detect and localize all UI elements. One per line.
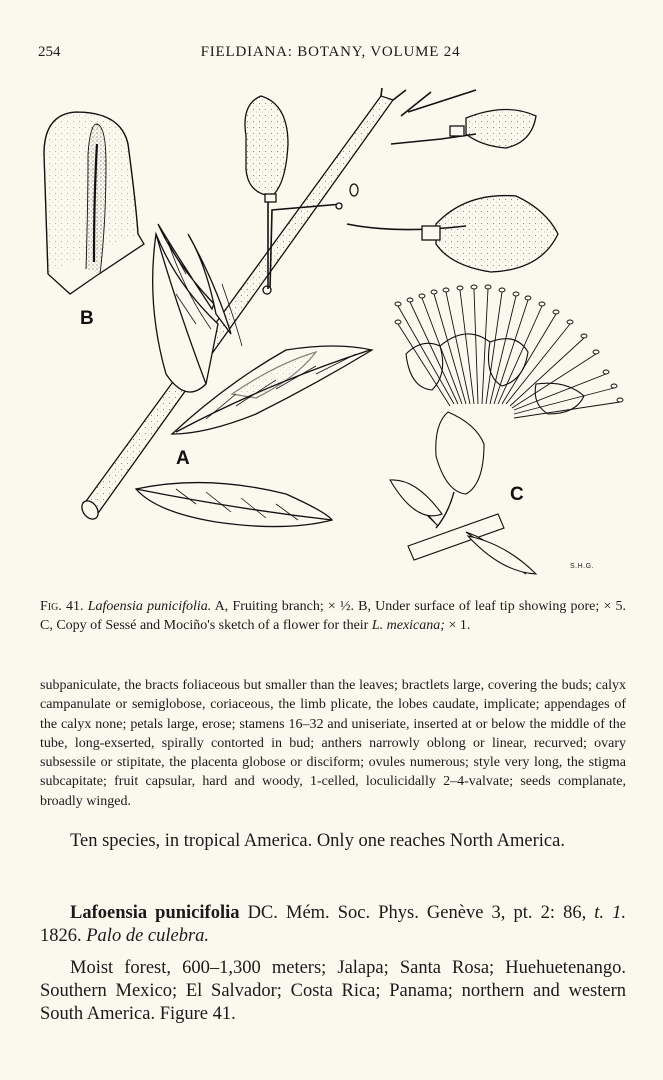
species-common-name: Palo de culebra. bbox=[86, 926, 210, 946]
figure-illustration bbox=[36, 84, 630, 584]
species-heading bbox=[40, 902, 626, 948]
genus-description-text: subpaniculate, the bracts foliaceous but smaller than the leaves; bractlets large, covering the buds; calyx campanulate or semiglobose, coriaceous, the limb plicate, the lobes caudate, implicate; appendages of the calyx none; petals large, erose; stamens 16–32 and uniseriate, inserted at or below the middle of the tube, long-exserted, spirally contorted in bud; anthers narrowly oblong or linear, recurved; ovary subsessile or stipitate, the placenta globose or disciform; ovules numerous; style very long, the stigma subcapitate; fruit capsular, hard and woody, 1-celled, loculicidally 2–4-valvate; seeds complanate, broadly winged. bbox=[40, 678, 626, 809]
figure-label-a: A bbox=[176, 448, 190, 469]
species-distribution bbox=[40, 957, 626, 1026]
figure-caption bbox=[40, 597, 626, 635]
species-name: Lafoensia punicifolia bbox=[70, 903, 240, 923]
flower-sketch-c bbox=[390, 285, 623, 574]
artist-signature: S.H.G. bbox=[570, 563, 595, 570]
species-citation-plate: t. 1. bbox=[594, 903, 627, 923]
species-year: 1826. bbox=[40, 926, 87, 946]
caption-magnification: × 1. bbox=[444, 618, 471, 633]
figure-label-c: C bbox=[510, 484, 524, 505]
genus-distribution-text: Ten species, in tropical America. Only one reaches North America. bbox=[70, 831, 565, 851]
botanical-figure bbox=[36, 84, 630, 584]
species-citation-page: 86, bbox=[563, 903, 595, 923]
leaf-tip-detail-b bbox=[44, 112, 144, 294]
caption-species: Lafoensia punicifolia. bbox=[87, 599, 212, 614]
caption-species-alt: L. mexicana; bbox=[371, 618, 445, 633]
figure-label-b: B bbox=[80, 308, 94, 329]
genus-distribution bbox=[40, 830, 626, 853]
caption-figure-number: Fig. 41. bbox=[40, 599, 84, 614]
species-distribution-text: Moist forest, 600–1,300 meters; Jalapa; Santa Rosa; Huehuetenango. Southern Mexico; El Salvador; Costa Rica; Panama; northern and western South America. Figure 41. bbox=[40, 958, 626, 1024]
species-citation bbox=[40, 902, 626, 948]
fruiting-branch-a bbox=[79, 88, 558, 527]
running-head: FIELDIANA: BOTANY, VOLUME 24 bbox=[200, 44, 461, 60]
page-number: 254 bbox=[38, 44, 61, 60]
page-header bbox=[38, 44, 623, 66]
caption-text: A, Fruiting branch; × ½. B, Under surface of leaf tip showing pore; × 5. C, Copy of Sessé and Mociño's sketch of a flower for their bbox=[40, 599, 627, 633]
species-citation-text: DC. Mém. Soc. Phys. Genève 3, pt. 2: bbox=[239, 903, 564, 923]
genus-description bbox=[40, 676, 626, 811]
